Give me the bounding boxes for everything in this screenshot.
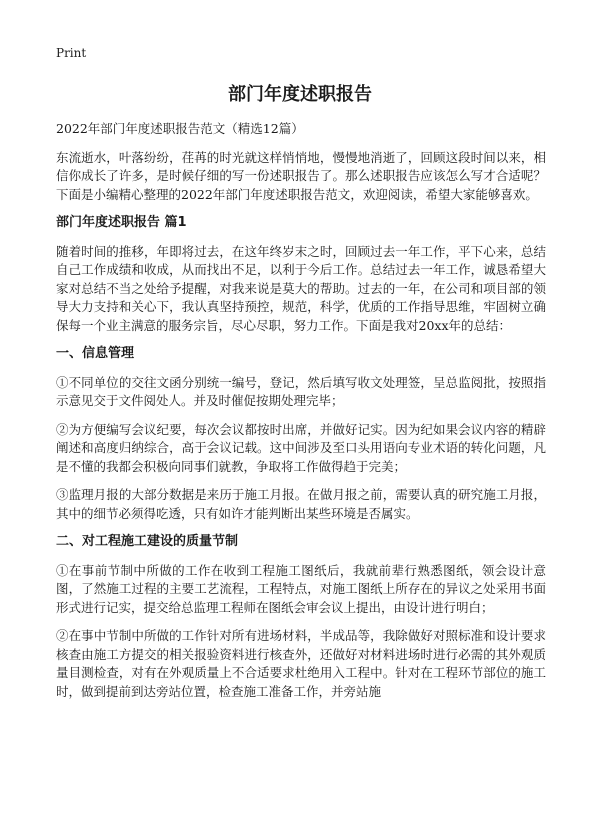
- info-item-2: ②为方便编写会议纪要，每次会议都按时出席，并做好记实。因为纪如果会议内容的精辟阐述和高度归纳综合，高于会议记载。这中间涉及至口头用语向专业术语的转化问题，凡是不懂的我都会积极向同事们就教，争取将工作做得趋于完美；: [56, 421, 546, 474]
- heading-information-management: 一、信息管理: [56, 346, 135, 361]
- quality-item-1: ①在事前节制中所做的工作在收到工程施工图纸后，我就前辈行熟悉图纸，领会设计意图，了然施工过程的主要工艺流程，工程特点，对施工图纸上所存在的异议之处采用书面形式进行记实，提交给总监理工程师在图纸会审会议上提出，由设计进行明白；: [56, 562, 546, 615]
- section-title: 部门年度述职报告 篇1: [56, 215, 187, 230]
- document-body: [56, 120, 546, 711]
- intro-paragraph: 东流逝水，叶落纷纷，荏苒的时光就这样悄悄地，慢慢地消逝了，回顾这段时间以来，相信你成长了许多，是时候仔细的写一份述职报告了。那么述职报告应该怎么写才合适呢？下面是小编精心整理的2022年部门年度述职报告范文，欢迎阅读，希望大家能够喜欢。: [56, 149, 546, 202]
- document-subtitle: 2022年部门年度述职报告范文（精选12篇）: [56, 121, 304, 136]
- print-label: Print: [56, 46, 87, 60]
- section-intro-paragraph: 随着时间的推移，年即将过去，在这年终岁末之时，回顾过去一年工作，平下心来，总结自己工作成绩和收成，从而找出不足，以利于今后工作。总结过去一年工作，诚恳希望大家对总结不当之处给予提醒，对我来说是莫大的帮助。过去的一年，在公司和项目部的领导大力支持和关心下，我认真坚持预控，规范，科学，优质的工作指导思维，牢固树立确保每一个业主满意的服务宗旨，尽心尽职，努力工作。下面是我对20xx年的总结：: [56, 243, 546, 333]
- page-title: 部门年度述职报告: [228, 84, 372, 105]
- info-item-1: ①不同单位的交往文函分别统一编号，登记，然后填写收文处理签，呈总监阅批，按照指示意见交于文件阅处人。并及时催促按期处理完毕；: [56, 374, 546, 408]
- info-item-3: ③监理月报的大部分数据是来历于施工月报。在做月报之前，需要认真的研究施工月报，其中的细节必须得吃透，只有如许才能判断出某些环境是否属实。: [56, 487, 546, 521]
- heading-quality-control: 二、对工程施工建设的质量节制: [56, 534, 239, 549]
- quality-item-2: ②在事中节制中所做的工作针对所有进场材料，半成品等，我除做好对照标准和设计要求核查由施工方提交的相关报验资料进行核查外，还做好对材料进场时进行必需的其外观质量目测检查，对有在外观质量上不合适要求杜绝用入工程中。针对在工程环节部位的施工时，做到提前到达旁站位置，检查施工准备工作，并旁站施: [56, 628, 546, 699]
